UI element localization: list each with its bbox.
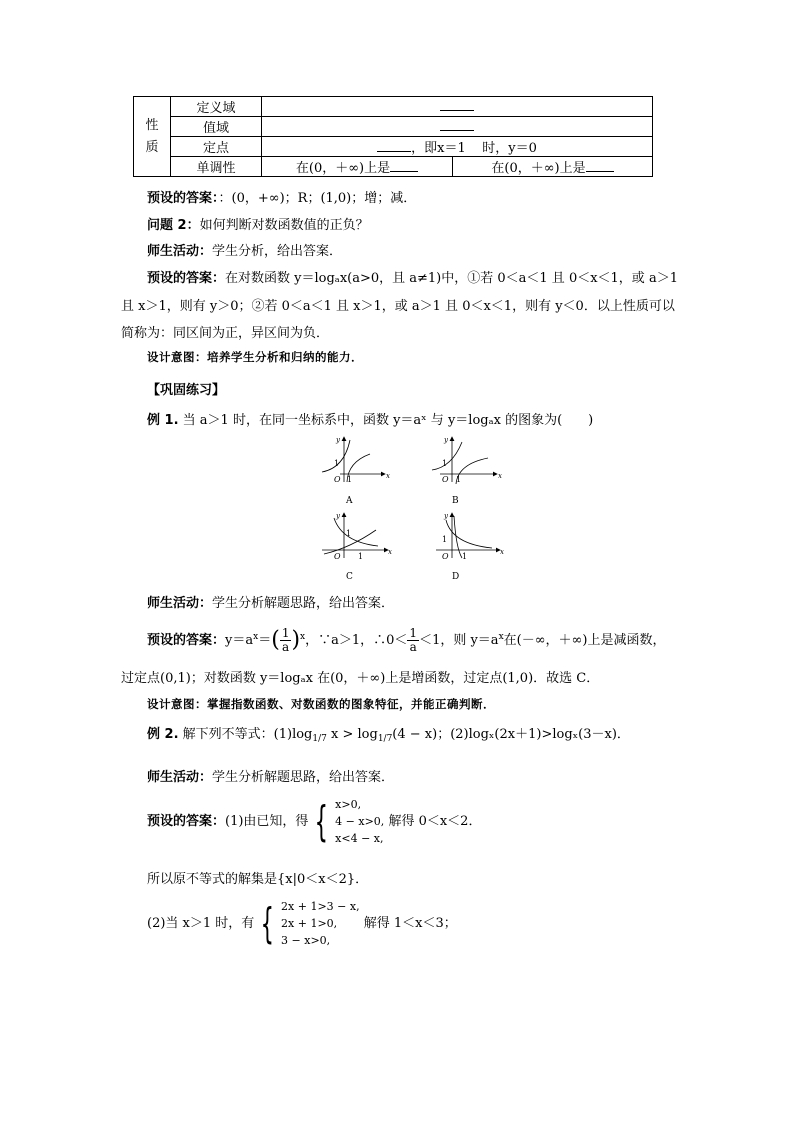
answer-4 (147, 796, 481, 847)
tick-label: 1 (347, 475, 353, 484)
part-2 (147, 898, 457, 949)
answer-3-line1 (147, 622, 665, 656)
inequality-system (335, 796, 384, 847)
answer-label: 预设的答案： (147, 814, 226, 829)
numerator: 1 (409, 626, 418, 640)
example-1 (147, 409, 593, 428)
fixed-point-text: ，即x＝1 (411, 141, 466, 156)
system-line: 3 − x>0, (281, 934, 331, 947)
answer-text: ：(0，+∞)；R；(1,0)；增；减． (218, 191, 417, 206)
answer-3-line2: 过定点(0,1)；对数函数 y＝logₐx 在(0，＋∞)上是增函数，过定点(1,0)．故选 C． (121, 671, 600, 686)
monotonic-right-text: 在(0，＋∞)上是 (491, 161, 586, 176)
tick-label: 1 (462, 552, 468, 561)
tick-label: 1 (346, 529, 352, 538)
option-label-b: B (452, 496, 459, 506)
x-axis-label: x (386, 472, 390, 480)
x-axis-label: x (498, 472, 502, 480)
origin-label: O (442, 475, 449, 484)
example-text: 解下列不等式：(1)log (182, 727, 313, 742)
y-axis-label: y (336, 436, 340, 444)
x-axis-label: x (500, 548, 504, 556)
tick-label: 1 (442, 459, 448, 468)
origin-label: O (442, 552, 449, 561)
origin-label: O (334, 552, 341, 561)
answer-text: 在对数函数 y＝logₐx(a>0，且 a≠1)中，①若 0＜a＜1 且 0＜x＜1，或 a＞1 (225, 271, 678, 286)
monotonic-left-text: 在(0，＋∞)上是 (295, 161, 391, 176)
example-text: 当 a＞1 时，在同一坐标系中，函数 y＝aˣ 与 y＝logₐx 的图象为( ) (182, 413, 594, 428)
solution-set: 所以原不等式的解集是{x|0＜x＜2}． (147, 872, 369, 887)
exponent: x (300, 632, 306, 642)
section-heading: 【巩固练习】 (147, 383, 226, 398)
graph-c (322, 512, 392, 582)
domain-cell (262, 97, 653, 117)
graph-a (322, 436, 390, 506)
system-line: x<4 − x, (335, 832, 384, 845)
tick-label: 1 (442, 535, 448, 544)
graph-b (432, 436, 502, 506)
answer-text: ＝ (258, 633, 272, 648)
design-intent-2 (147, 696, 495, 712)
row-label-domain: 定义域 (171, 97, 262, 117)
system-line: 2x + 1>3 − x, (281, 900, 360, 913)
denominator: a (409, 640, 417, 654)
y-axis-label: y (444, 436, 448, 444)
tick-label: 1 (456, 475, 462, 484)
brace: { (315, 796, 329, 846)
design-intent-1 (147, 349, 363, 365)
origin-label: O (334, 475, 341, 484)
log-base: 1/7 (312, 734, 327, 744)
y-axis-label: y (336, 512, 340, 520)
tick-label: 1 (334, 459, 340, 468)
activity-label: 师生活动： (147, 596, 213, 611)
exponent: x (498, 632, 504, 642)
monotonic-left-cell (262, 157, 453, 177)
intent-label: 设计意图： (147, 350, 207, 364)
row-label-fixed-point: 定点 (171, 137, 262, 157)
x-axis-label: x (388, 548, 392, 556)
question-2 (147, 214, 369, 233)
example-label: 例 1. (147, 413, 179, 428)
answer-2-line1 (147, 267, 678, 286)
answer-blank (586, 159, 614, 172)
example-text: (4 − x)；(2)logₓ(2x＋1)>logₓ(3－x)． (392, 727, 630, 742)
paren-right: ) (291, 627, 301, 653)
answer-text: 在(－∞，＋∞)上是减函数， (503, 633, 666, 648)
example-label: 例 2. (147, 727, 179, 742)
answer-label: 预设的答案： (147, 633, 226, 648)
denominator: a (282, 640, 290, 654)
inequality-system (281, 898, 360, 949)
intent-text: 培养学生分析和归纳的能力． (207, 350, 363, 364)
option-label-c: C (346, 572, 353, 582)
tick-label: 1 (358, 552, 364, 561)
function-graphs (310, 432, 520, 582)
activity-label: 师生活动： (147, 770, 213, 785)
system-line: x>0, (335, 798, 362, 811)
activity-2 (147, 592, 394, 611)
activity-text: 学生分析解题思路，给出答案． (212, 596, 395, 611)
properties-table (133, 96, 653, 177)
exponent: x (253, 632, 259, 642)
answer-blank (440, 98, 474, 111)
system-line: 2x + 1>0, (281, 917, 338, 930)
group-label-text: 性质 (145, 117, 159, 155)
option-label-a: A (346, 496, 353, 506)
activity-3 (147, 766, 394, 785)
example-2 (147, 723, 630, 744)
fixed-point-text-2: 时，y＝0 (482, 141, 537, 156)
activity-text: 学生分析解题思路，给出答案． (212, 770, 395, 785)
answer-label: 预设的答案： (147, 271, 226, 286)
fixed-point-cell (262, 137, 653, 157)
log-base: 1/7 (377, 734, 393, 744)
answer-text: 解得 0＜x＜2． (388, 814, 482, 829)
brace: { (260, 898, 275, 948)
activity-label: 师生活动： (147, 244, 213, 259)
y-axis-label: y (444, 512, 448, 520)
row-label-range: 值域 (171, 117, 262, 137)
option-label-d: D (452, 572, 460, 582)
question-text: 如何判断对数函数值的正负？ (199, 218, 369, 233)
graph-d (436, 512, 504, 582)
answer-blank (390, 159, 418, 172)
fraction (280, 627, 292, 654)
intent-text: 掌握指数函数、对数函数的图象特征，并能正确判断． (207, 697, 495, 711)
answer-text: (1)由已知，得 (225, 814, 309, 829)
monotonic-right-cell (453, 157, 653, 177)
answer-blank (377, 139, 411, 152)
group-label (134, 97, 171, 177)
intent-label: 设计意图： (147, 697, 207, 711)
answer-text: ，∵a＞1，∴0＜ (305, 633, 408, 648)
row-label-monotonic: 单调性 (171, 157, 262, 177)
answer-label: 预设的答案： (147, 191, 219, 206)
answer-1 (147, 187, 416, 206)
activity-1 (147, 240, 342, 259)
answer-text: ＜1，则 y＝a (419, 633, 499, 648)
part2-text: (2)当 x＞1 时，有 (147, 916, 255, 931)
answer-2-line2: 且 x＞1，则有 y＞0；②若 0＜a＜1 且 x＞1，或 a＞1 且 0＜x＜1，则有 y＜0．以上性质可以 (121, 299, 675, 314)
activity-text: 学生分析，给出答案． (212, 244, 343, 259)
answer-blank (440, 118, 474, 131)
fraction (407, 627, 419, 654)
numerator: 1 (281, 626, 290, 640)
range-cell (262, 117, 653, 137)
example-text: x > log (326, 727, 378, 742)
system-line: 4 − x>0, (335, 815, 385, 828)
answer-2-line3: 简称为：同区间为正，异区间为负． (121, 326, 330, 341)
part2-text: 解得 1＜x＜3； (363, 916, 457, 931)
answer-text: y＝a (225, 633, 254, 648)
paren-left: ( (271, 627, 280, 653)
question-label: 问题 2： (147, 218, 200, 233)
